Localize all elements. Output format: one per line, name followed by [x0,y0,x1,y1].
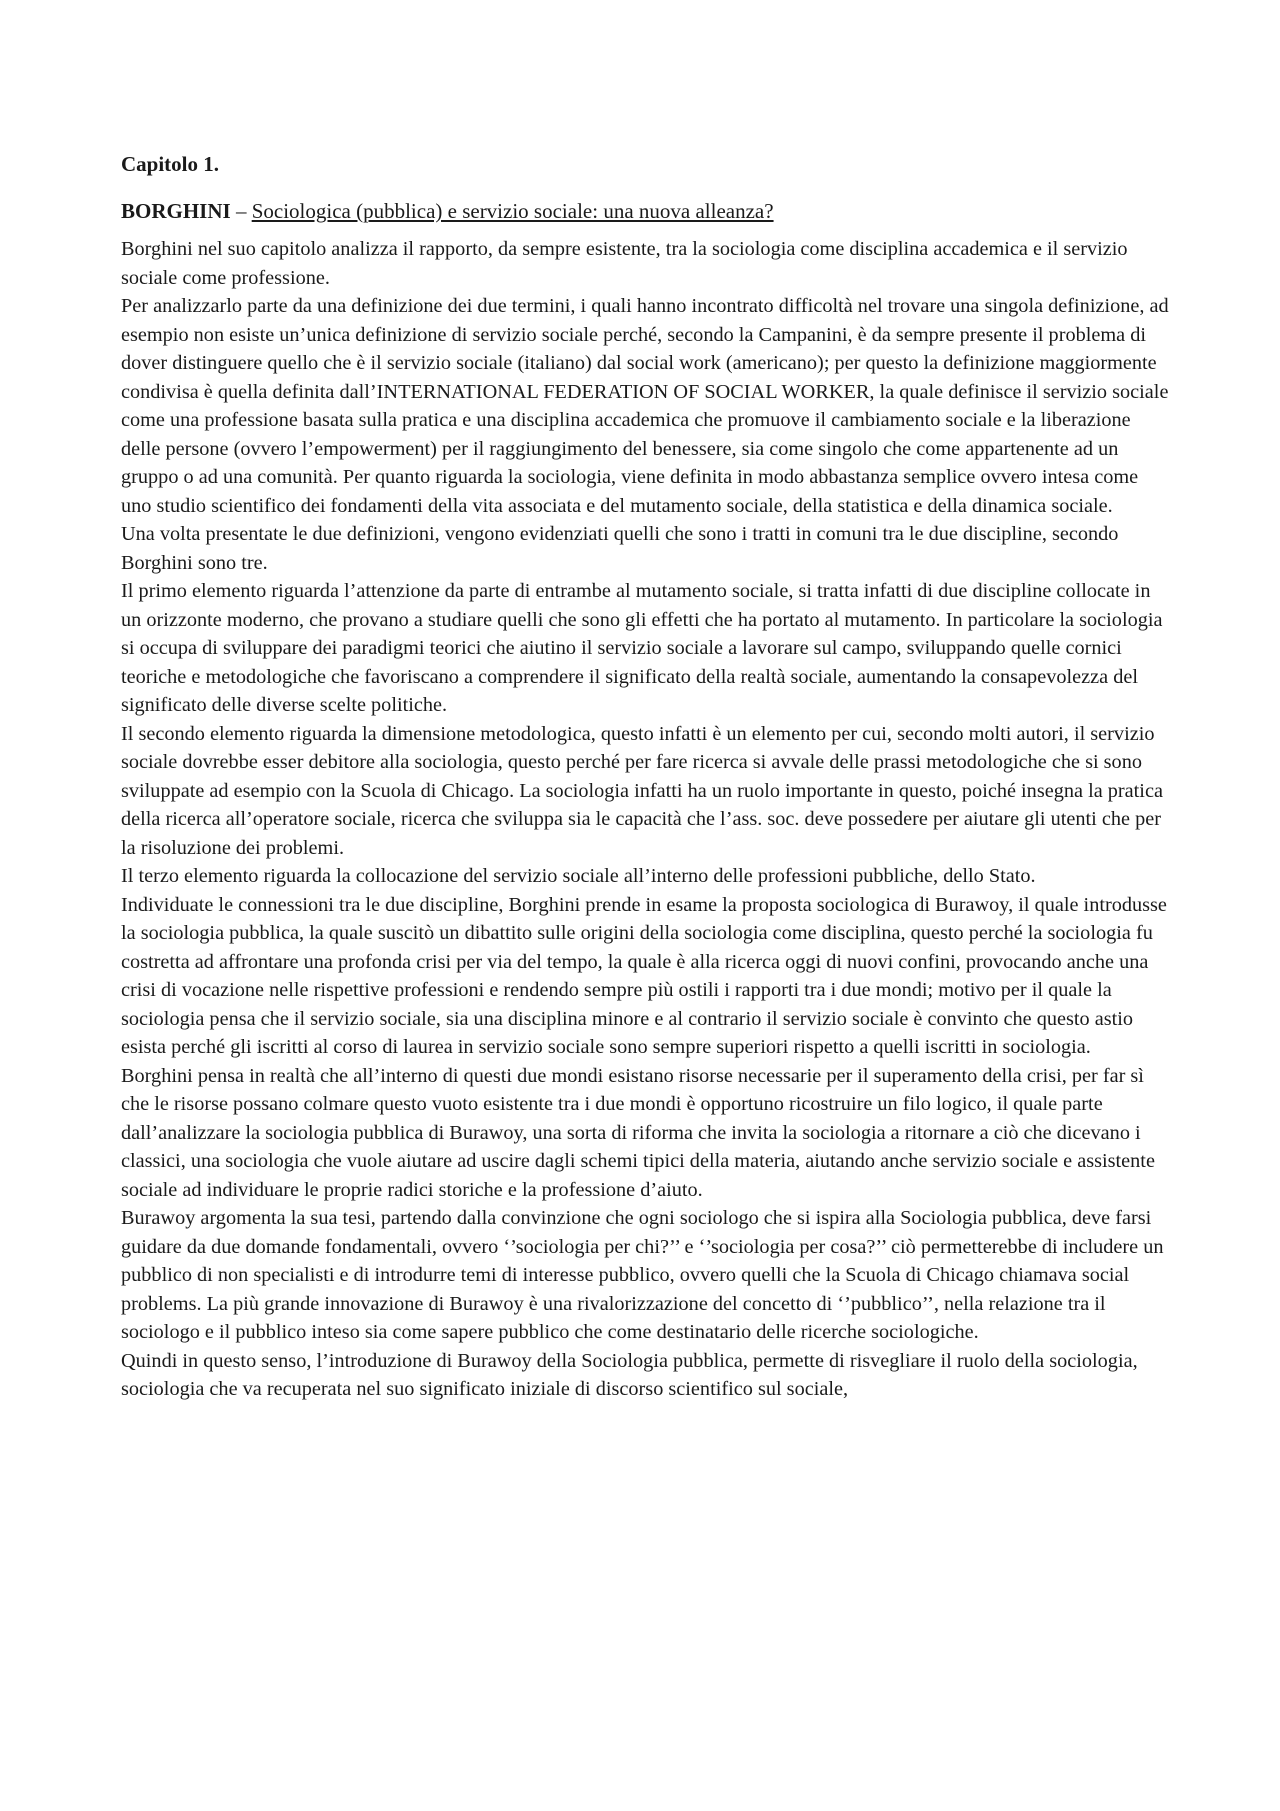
paragraph-burawoy-thesis: Burawoy argomenta la sua tesi, partendo dalla convinzione che ogni sociologo che si ispira alla Sociologia pubblica, deve farsi guidare da due domande fondamentali, ovvero ‘’sociologia per chi?’’ e ‘’sociologia per cosa?’’ ciò permetterebbe di includere un pubblico di non specialisti e di introdurre temi di interesse pubblico, ovvero quelli che la Scuola di Chicago chiamava social problems. La più grande innovazione di Burawoy è una rivalorizzazione del concetto di ‘’pubblico’’, nella relazione tra il sociologo e il pubblico inteso sia come sapere pubblico che come destinatario delle ricerche sociologiche. [121,1207,1164,1343]
body-text [121,235,1171,1404]
heading-separator: – [230,199,252,223]
paragraph-intro: Borghini nel suo capitolo analizza il rapporto, da sempre esistente, tra la sociologia come disciplina accademica e il servizio sociale come professione. [121,238,1128,289]
heading-title: Sociologica (pubblica) e servizio sociale: una nuova alleanza? [251,199,774,223]
paragraph-common-traits: Una volta presentate le due definizioni, vengono evidenziati quelli che sono i tratti in comuni tra le due discipline, secondo Borghini sono tre. [121,523,1119,574]
section-heading [121,197,1171,225]
paragraph-third-element: Il terzo elemento riguarda la collocazione del servizio sociale all’interno delle professioni pubbliche, dello Stato. [121,865,1036,887]
paragraph-second-element: Il secondo elemento riguarda la dimensione metodologica, questo infatti è un elemento per cui, secondo molti autori, il servizio sociale dovrebbe esser debitore alla sociologia, questo perché per fare ricerca si avvale delle prassi metodologiche che si sono sviluppate ad esempio con la Scuola di Chicago. La sociologia infatti ha un ruolo importante in questo, poiché insegna la pratica della ricerca all’operatore sociale, ricerca che sviluppa sia le capacità che l’ass. soc. deve possedere per aiutare gli utenti che per la risoluzione dei problemi. [121,722,1163,859]
paragraph-first-element: Il primo elemento riguarda l’attenzione da parte di entrambe al mutamento sociale, si tratta infatti di due discipline collocate in un orizzonte moderno, che provano a studiare quelli che sono gli effetti che ha portato al mutamento. In particolare la sociologia si occupa di sviluppare dei paradigmi teorici che aiutino il servizio sociale a lavorare sul campo, sviluppando quelle cornici teoriche e metodologiche che favoriscano a comprendere il significato della realtà sociale, aumentando la consapevolezza del significato delle diverse scelte politiche. [121,580,1163,716]
paragraph-definitions: Per analizzarlo parte da una definizione dei due termini, i quali hanno incontrato difficoltà nel trovare una singola definizione, ad esempio non esiste un’unica definizione di servizio sociale perché, secondo la Campanini, è da sempre presente il problema di dover distinguere quello che è il servizio sociale (italiano) dal social work (americano); per questo la definizione maggiormente condivisa è quella definita dall’INTERNATIONAL FEDERATION OF SOCIAL WORKER, la quale definisce il servizio sociale come una professione basata sulla pratica e una disciplina accademica che promuove il cambiamento sociale e la liberazione delle persone (ovvero l’empowerment) per il raggiungimento del benessere, sia come singolo che come appartenente ad un gruppo o ad una comunità. Per quanto riguarda la sociologia, viene definita in modo abbastanza semplice ovvero intesa come uno studio scientifico dei fondamenti della vita associata e del mutamento sociale, della statistica e della dinamica sociale. [121,295,1169,517]
chapter-title: Capitolo 1. [121,152,220,176]
heading-author: BORGHINI [121,199,231,223]
paragraph-conclusion: Quindi in questo senso, l’introduzione di Burawoy della Sociologia pubblica, permette di risvegliare il ruolo della sociologia, sociologia che va recuperata nel suo significato iniziale di discorso scientifico sul sociale, [121,1349,1138,1400]
paragraph-crisis-resources: Borghini pensa in realtà che all’interno di questi due mondi esistano risorse necessarie per il superamento della crisi, per far sì che le risorse possano colmare questo vuoto esistente tra i due mondi è opportuno ricostruire un filo logico, il quale parte dall’analizzare la sociologia pubblica di Burawoy, una sorta di riforma che invita la sociologia a ritornare a ciò che dicevano i classici, una sociologia che vuole aiutare ad uscire dagli schemi tipici della materia, aiutando anche servizio sociale e assistente sociale ad individuare le proprie radici storiche e la professione d’aiuto. [121,1064,1155,1201]
paragraph-burawoy-proposal: Individuate le connessioni tra le due discipline, Borghini prende in esame la proposta sociologica di Burawoy, il quale introdusse la sociologia pubblica, la quale suscitò un dibattito sulle origini della sociologia come disciplina, questo perché la sociologia fu costretta ad affrontare una profonda crisi per via del tempo, la quale è alla ricerca oggi di nuovi confini, provocando anche una crisi di vocazione nelle rispettive professioni e rendendo sempre più ostili i rapporti tra i due mondi; motivo per il quale la sociologia pensa che il servizio sociale, sia una disciplina minore e al contrario il servizio sociale è convinto che questo astio esista perché gli iscritti al corso di laurea in servizio sociale sono sempre superiori rispetto a quelli iscritti in sociologia. [121,893,1167,1058]
document-page [121,150,1171,1404]
